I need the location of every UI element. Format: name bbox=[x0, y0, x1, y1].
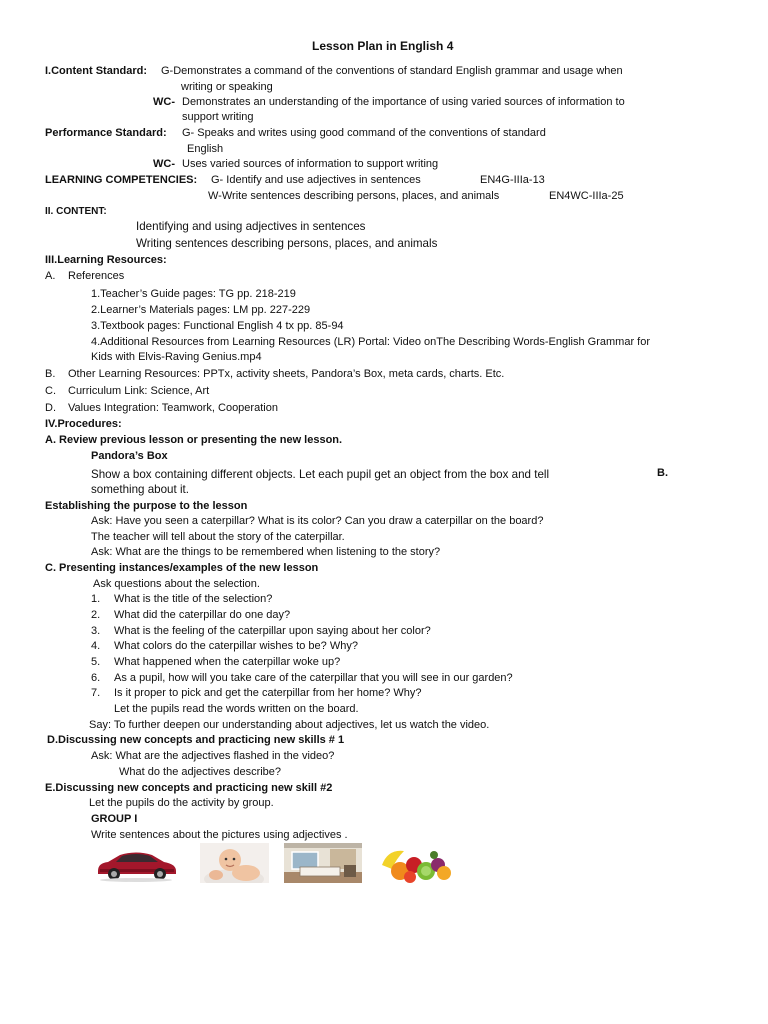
discussing-heading-1: D.Discussing new concepts and practicing new skills # 1 bbox=[47, 734, 345, 746]
reference-item: 2.Learner’s Materials pages: LM pp. 227-229 bbox=[91, 304, 311, 316]
references-title: References bbox=[68, 270, 125, 282]
curriculum-link-letter: C. bbox=[45, 385, 56, 397]
question-text: What colors do the caterpillar wishes to be? Why? bbox=[114, 640, 358, 652]
show-box-line2: something about it. bbox=[91, 483, 189, 496]
question-text: What did the caterpillar do one day? bbox=[114, 609, 291, 621]
content-line2: Writing sentences describing persons, places, and animals bbox=[136, 237, 438, 250]
reference-item-continued: Kids with Elvis-Raving Genius.mp4 bbox=[91, 351, 262, 363]
say-line: Say: To further deepen our understanding about adjectives, let us watch the video. bbox=[89, 719, 490, 731]
room-picture bbox=[284, 843, 362, 883]
competency-w-line: W-Write sentences describing persons, places, and animals bbox=[208, 190, 500, 202]
values-integration-text: Values Integration: Teamwork, Cooperation bbox=[68, 402, 278, 414]
competency-g-line: G- Identify and use adjectives in sentences bbox=[211, 174, 421, 186]
review-heading: A. Review previous lesson or presenting the new lesson. bbox=[45, 434, 343, 446]
performance-standard-wc-label: WC- bbox=[153, 158, 175, 170]
content-line1: Identifying and using adjectives in sentences bbox=[136, 220, 366, 233]
let-pupils-read: Let the pupils read the words written on the board. bbox=[114, 703, 359, 715]
question-number: 1. bbox=[91, 593, 101, 605]
purpose-line: The teacher will tell about the story of the caterpillar. bbox=[91, 531, 345, 543]
ask-questions-line: Ask questions about the selection. bbox=[93, 578, 260, 590]
purpose-line: Ask: Have you seen a caterpillar? What is its color? Can you draw a caterpillar on the board? bbox=[91, 515, 544, 527]
question-text: What is the title of the selection? bbox=[114, 593, 273, 605]
performance-standard-g-line1: G- Speaks and writes using good command of the conventions of standard bbox=[182, 127, 546, 139]
content-standard-wc-line2: support writing bbox=[182, 111, 254, 123]
reference-item: 1.Teacher’s Guide pages: TG pp. 218-219 bbox=[91, 288, 296, 300]
baby-picture bbox=[200, 843, 269, 883]
procedures-label: IV.Procedures: bbox=[45, 418, 122, 430]
other-resources-letter: B. bbox=[45, 368, 56, 380]
performance-standard-wc-line1: Uses varied sources of information to support writing bbox=[182, 158, 439, 170]
performance-standard-g-line2: English bbox=[187, 143, 224, 155]
purpose-line: Ask: What are the things to be remembered when listening to the story? bbox=[91, 546, 441, 558]
question-text: Is it proper to pick and get the caterpillar from her home? Why? bbox=[114, 687, 422, 699]
question-number: 2. bbox=[91, 609, 101, 621]
content-standard-g-line1: G-Demonstrates a command of the conventions of standard English grammar and usage when bbox=[161, 65, 623, 77]
curriculum-link-text: Curriculum Link: Science, Art bbox=[68, 385, 210, 397]
competency-g-code: EN4G-IIIa-13 bbox=[480, 174, 545, 186]
car-picture bbox=[92, 843, 180, 883]
performance-standard-label: Performance Standard: bbox=[45, 127, 167, 139]
question-number: 4. bbox=[91, 640, 101, 652]
question-number: 5. bbox=[91, 656, 101, 668]
learning-resources-label: III.Learning Resources: bbox=[45, 254, 167, 266]
content-standard-g-line2: writing or speaking bbox=[181, 81, 273, 93]
discussing-ask: Ask: What are the adjectives flashed in the video? bbox=[91, 750, 335, 762]
show-box-line1: Show a box containing different objects. Let each pupil get an object from the box and tell bbox=[91, 468, 550, 481]
competency-w-code: EN4WC-IIIa-25 bbox=[549, 190, 624, 202]
content-standard-wc-line1: Demonstrates an understanding of the importance of using varied sources of information to bbox=[182, 96, 625, 108]
b-marker: B. bbox=[657, 467, 668, 479]
question-number: 3. bbox=[91, 625, 101, 637]
presenting-heading: C. Presenting instances/examples of the new lesson bbox=[45, 562, 319, 574]
group-label: GROUP I bbox=[91, 813, 138, 825]
reference-item: 3.Textbook pages: Functional English 4 tx pp. 85-94 bbox=[91, 320, 344, 332]
question-number: 6. bbox=[91, 672, 101, 684]
references-letter: A. bbox=[45, 270, 56, 282]
question-text: What is the feeling of the caterpillar upon saying about her color? bbox=[114, 625, 431, 637]
discussing-heading-2: E.Discussing new concepts and practicing new skill #2 bbox=[45, 782, 333, 794]
page-title: Lesson Plan in English 4 bbox=[312, 39, 454, 53]
content-standard-label: I.Content Standard: bbox=[45, 65, 148, 77]
values-integration-letter: D. bbox=[45, 402, 56, 414]
learning-competencies-label: LEARNING COMPETENCIES: bbox=[45, 174, 198, 186]
content-standard-wc-label: WC- bbox=[153, 96, 175, 108]
question-text: As a pupil, how will you take care of the caterpillar that you will see in our garden? bbox=[114, 672, 513, 684]
purpose-heading: Establishing the purpose to the lesson bbox=[45, 500, 248, 512]
write-sentences-instruction: Write sentences about the pictures using adjectives . bbox=[91, 829, 348, 841]
reference-item: 4.Additional Resources from Learning Resources (LR) Portal: Video onThe Describing Words-English Grammar for bbox=[91, 336, 651, 348]
question-text: What happened when the caterpillar woke up? bbox=[114, 656, 341, 668]
other-resources-text: Other Learning Resources: PPTx, activity sheets, Pandora’s Box, meta cards, charts. Etc. bbox=[68, 368, 505, 380]
activity-instruction: Let the pupils do the activity by group. bbox=[89, 797, 274, 809]
fruits-picture bbox=[378, 843, 454, 883]
question-number: 7. bbox=[91, 687, 101, 699]
discussing-what: What do the adjectives describe? bbox=[119, 766, 282, 778]
content-label: II. CONTENT: bbox=[45, 206, 107, 217]
pandora-box-label: Pandora’s Box bbox=[91, 450, 168, 462]
